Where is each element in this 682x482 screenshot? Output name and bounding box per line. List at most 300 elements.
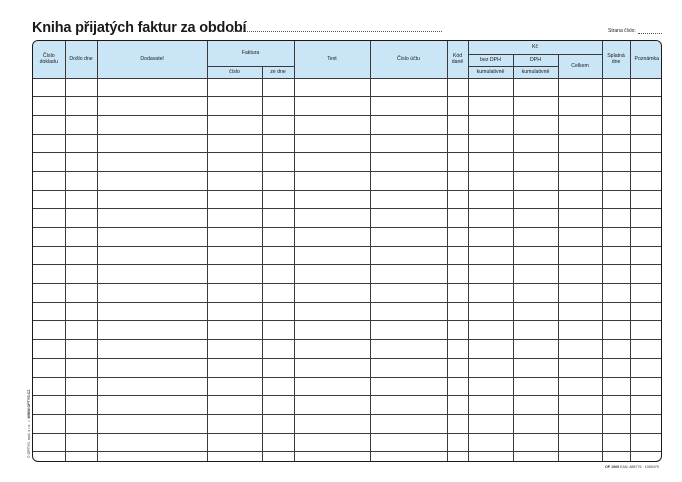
ledger-row	[33, 134, 662, 153]
ledger-cell[interactable]	[558, 340, 602, 359]
ledger-cell[interactable]	[513, 209, 558, 228]
ledger-cell[interactable]	[97, 340, 207, 359]
ledger-cell[interactable]	[370, 153, 447, 172]
ledger-cell[interactable]	[370, 433, 447, 452]
ledger-cell[interactable]	[207, 396, 262, 415]
ledger-cell[interactable]	[468, 321, 513, 340]
ledger-cell[interactable]	[65, 377, 97, 396]
ledger-cell[interactable]	[97, 284, 207, 303]
ledger-cell[interactable]	[630, 209, 662, 228]
ledger-cell[interactable]	[468, 190, 513, 209]
ledger-cell[interactable]	[630, 190, 662, 209]
ledger-cell[interactable]	[65, 246, 97, 265]
ledger-cell[interactable]	[447, 377, 468, 396]
ledger-cell[interactable]	[468, 78, 513, 97]
ledger-cell[interactable]	[370, 302, 447, 321]
ledger-cell[interactable]	[602, 452, 630, 462]
ledger-cell[interactable]	[97, 153, 207, 172]
ledger-cell[interactable]	[630, 265, 662, 284]
ledger-cell[interactable]	[207, 377, 262, 396]
ledger-cell[interactable]	[468, 414, 513, 433]
ledger-cell[interactable]	[65, 265, 97, 284]
ledger-cell[interactable]	[630, 321, 662, 340]
ledger-cell[interactable]	[294, 284, 370, 303]
header-cislo-uctu: Číslo účtu	[370, 41, 447, 78]
ledger-cell[interactable]	[262, 452, 294, 462]
ledger-cell[interactable]	[447, 284, 468, 303]
ledger-cell[interactable]	[97, 265, 207, 284]
ledger-cell[interactable]	[33, 377, 65, 396]
ledger-cell[interactable]	[468, 377, 513, 396]
ledger-cell[interactable]	[447, 340, 468, 359]
ledger-row	[33, 228, 662, 247]
ledger-cell[interactable]	[262, 265, 294, 284]
ledger-cell[interactable]	[294, 452, 370, 462]
ledger-cell[interactable]	[630, 433, 662, 452]
ledger-cell[interactable]	[207, 209, 262, 228]
ledger-cell[interactable]	[513, 134, 558, 153]
ledger-cell[interactable]	[65, 433, 97, 452]
ledger-cell[interactable]	[294, 265, 370, 284]
ledger-cell[interactable]	[33, 134, 65, 153]
ledger-cell[interactable]	[294, 246, 370, 265]
ledger-cell[interactable]	[630, 452, 662, 462]
ledger-cell[interactable]	[65, 190, 97, 209]
ledger-cell[interactable]	[513, 190, 558, 209]
ledger-cell[interactable]	[33, 284, 65, 303]
ledger-cell[interactable]	[447, 190, 468, 209]
ledger-cell[interactable]	[602, 358, 630, 377]
ledger-cell[interactable]	[207, 228, 262, 247]
ledger-cell[interactable]	[262, 340, 294, 359]
ledger-cell[interactable]	[602, 284, 630, 303]
ledger-cell[interactable]	[65, 340, 97, 359]
header-kumulativne-dph: kumulativně	[513, 66, 558, 78]
ledger-cell[interactable]	[262, 246, 294, 265]
ledger-cell[interactable]	[294, 78, 370, 97]
ledger-cell[interactable]	[97, 115, 207, 134]
ledger-cell[interactable]	[65, 228, 97, 247]
ledger-cell[interactable]	[370, 340, 447, 359]
ledger-cell[interactable]	[262, 134, 294, 153]
ledger-row	[33, 190, 662, 209]
ledger-cell[interactable]	[262, 190, 294, 209]
ledger-cell[interactable]	[468, 265, 513, 284]
ledger-cell[interactable]	[468, 209, 513, 228]
ledger-cell[interactable]	[602, 115, 630, 134]
ledger-cell[interactable]	[370, 396, 447, 415]
ledger-cell[interactable]	[630, 358, 662, 377]
header-doslo-dne: Došlo dne	[65, 41, 97, 78]
ledger-cell[interactable]	[97, 97, 207, 116]
ledger-cell[interactable]	[513, 321, 558, 340]
ledger-cell[interactable]	[370, 321, 447, 340]
ledger-cell[interactable]	[370, 78, 447, 97]
ledger-cell[interactable]	[447, 97, 468, 116]
ledger-cell[interactable]	[65, 452, 97, 462]
page-number-label: Strana číslo:	[608, 28, 636, 34]
ledger-cell[interactable]	[602, 228, 630, 247]
ledger-cell[interactable]	[447, 171, 468, 190]
ledger-cell[interactable]	[33, 209, 65, 228]
ledger-cell[interactable]	[262, 209, 294, 228]
ledger-cell[interactable]	[630, 414, 662, 433]
ledger-cell[interactable]	[262, 78, 294, 97]
ledger-cell[interactable]	[513, 153, 558, 172]
ledger-cell[interactable]	[513, 452, 558, 462]
ledger-cell[interactable]	[447, 302, 468, 321]
ledger-cell[interactable]	[468, 302, 513, 321]
ledger-cell[interactable]	[207, 321, 262, 340]
ledger-cell[interactable]	[513, 377, 558, 396]
ledger-cell[interactable]	[294, 358, 370, 377]
ledger-cell[interactable]	[207, 153, 262, 172]
ledger-cell[interactable]	[97, 209, 207, 228]
ledger-cell[interactable]	[33, 190, 65, 209]
ledger-cell[interactable]	[558, 265, 602, 284]
ledger-cell[interactable]	[33, 433, 65, 452]
ledger-cell[interactable]	[513, 265, 558, 284]
ledger-cell[interactable]	[65, 321, 97, 340]
ledger-cell[interactable]	[33, 171, 65, 190]
ledger-cell[interactable]	[513, 302, 558, 321]
ledger-row	[33, 171, 662, 190]
header-splatna-dne: Splatná dne	[602, 41, 630, 78]
ledger-cell[interactable]	[602, 134, 630, 153]
ledger-cell[interactable]	[468, 246, 513, 265]
ledger-cell[interactable]	[370, 377, 447, 396]
ledger-cell[interactable]	[602, 433, 630, 452]
header-dph: DPH	[513, 54, 558, 66]
ledger-cell[interactable]	[370, 115, 447, 134]
ledger-cell[interactable]	[97, 433, 207, 452]
ledger-cell[interactable]	[294, 414, 370, 433]
ledger-cell[interactable]	[558, 284, 602, 303]
ledger-cell[interactable]	[513, 414, 558, 433]
ledger-cell[interactable]	[558, 321, 602, 340]
ledger-cell[interactable]	[630, 153, 662, 172]
ledger-cell[interactable]	[630, 97, 662, 116]
ledger-cell[interactable]	[630, 78, 662, 97]
ledger-cell[interactable]	[513, 433, 558, 452]
ledger-cell[interactable]	[558, 97, 602, 116]
ledger-cell[interactable]	[602, 190, 630, 209]
ledger-cell[interactable]	[65, 171, 97, 190]
ledger-cell[interactable]	[468, 228, 513, 247]
ledger-row	[33, 265, 662, 284]
ledger-cell[interactable]	[294, 134, 370, 153]
ledger-cell[interactable]	[558, 209, 602, 228]
period-dotted-line	[228, 31, 442, 32]
ledger-cell[interactable]	[447, 209, 468, 228]
ledger-cell[interactable]	[65, 115, 97, 134]
ledger-cell[interactable]	[630, 134, 662, 153]
ledger-cell[interactable]	[262, 284, 294, 303]
ledger-cell[interactable]	[294, 228, 370, 247]
ledger-cell[interactable]	[33, 97, 65, 116]
ledger-cell[interactable]	[294, 153, 370, 172]
ledger-cell[interactable]	[262, 153, 294, 172]
ledger-cell[interactable]	[33, 396, 65, 415]
ledger-cell[interactable]	[447, 414, 468, 433]
ledger-cell[interactable]	[447, 321, 468, 340]
ledger-cell[interactable]	[630, 246, 662, 265]
ledger-cell[interactable]	[294, 115, 370, 134]
ledger-cell[interactable]	[630, 115, 662, 134]
ledger-cell[interactable]	[558, 246, 602, 265]
ledger-cell[interactable]	[65, 97, 97, 116]
ledger-cell[interactable]	[97, 246, 207, 265]
header-poznamka: Poznámka	[630, 41, 662, 78]
ledger-cell[interactable]	[33, 265, 65, 284]
ledger-cell[interactable]	[65, 209, 97, 228]
ledger-cell[interactable]	[602, 78, 630, 97]
ledger-cell[interactable]	[602, 414, 630, 433]
ledger-cell[interactable]	[370, 97, 447, 116]
ledger-cell[interactable]	[65, 396, 97, 415]
ledger-cell[interactable]	[468, 340, 513, 359]
ledger-cell[interactable]	[97, 452, 207, 462]
ledger-cell[interactable]	[630, 228, 662, 247]
invoice-ledger-frame	[32, 40, 662, 462]
ledger-cell[interactable]	[468, 97, 513, 116]
ledger-cell[interactable]	[630, 396, 662, 415]
form-code: OP 1069 EAN: 886776 · 1069475	[605, 465, 659, 469]
ledger-cell[interactable]	[65, 134, 97, 153]
ledger-cell[interactable]	[370, 414, 447, 433]
ledger-cell[interactable]	[262, 302, 294, 321]
ledger-cell[interactable]	[513, 171, 558, 190]
ledger-cell[interactable]	[602, 377, 630, 396]
ledger-cell[interactable]	[33, 302, 65, 321]
ledger-cell[interactable]	[207, 246, 262, 265]
ledger-cell[interactable]	[207, 452, 262, 462]
ledger-cell[interactable]	[602, 340, 630, 359]
ledger-cell[interactable]	[207, 433, 262, 452]
ledger-cell[interactable]	[558, 358, 602, 377]
ledger-cell[interactable]	[630, 377, 662, 396]
ledger-cell[interactable]	[468, 134, 513, 153]
ledger-cell[interactable]	[33, 340, 65, 359]
ledger-cell[interactable]	[558, 171, 602, 190]
ledger-cell[interactable]	[468, 358, 513, 377]
ledger-cell[interactable]	[97, 396, 207, 415]
ledger-cell[interactable]	[65, 153, 97, 172]
ledger-cell[interactable]	[447, 433, 468, 452]
ledger-cell[interactable]	[468, 284, 513, 303]
ledger-cell[interactable]	[65, 284, 97, 303]
ledger-cell[interactable]	[513, 358, 558, 377]
ledger-cell[interactable]	[207, 265, 262, 284]
ledger-cell[interactable]	[602, 321, 630, 340]
ledger-cell[interactable]	[262, 115, 294, 134]
ledger-cell[interactable]	[207, 414, 262, 433]
page-title: Kniha přijatých faktur za období	[32, 20, 247, 36]
ledger-cell[interactable]	[294, 340, 370, 359]
ledger-cell[interactable]	[630, 340, 662, 359]
ledger-cell[interactable]	[513, 340, 558, 359]
ledger-cell[interactable]	[513, 115, 558, 134]
ledger-cell[interactable]	[262, 321, 294, 340]
ledger-cell[interactable]	[262, 97, 294, 116]
ledger-cell[interactable]	[370, 228, 447, 247]
ledger-cell[interactable]	[558, 302, 602, 321]
ledger-cell[interactable]	[468, 396, 513, 415]
ledger-cell[interactable]	[262, 358, 294, 377]
ledger-cell[interactable]	[294, 97, 370, 116]
ledger-cell[interactable]	[262, 377, 294, 396]
ledger-cell[interactable]	[294, 302, 370, 321]
invoice-ledger-table	[33, 41, 662, 462]
ledger-cell[interactable]	[468, 433, 513, 452]
ledger-cell[interactable]	[97, 190, 207, 209]
ledger-cell[interactable]	[602, 246, 630, 265]
ledger-cell[interactable]	[262, 228, 294, 247]
ledger-cell[interactable]	[447, 153, 468, 172]
ledger-row	[33, 433, 662, 452]
ledger-cell[interactable]	[630, 171, 662, 190]
ledger-cell[interactable]	[513, 97, 558, 116]
ledger-cell[interactable]	[630, 284, 662, 303]
ledger-cell[interactable]	[97, 302, 207, 321]
ledger-cell[interactable]	[294, 171, 370, 190]
ledger-cell[interactable]	[207, 302, 262, 321]
ledger-cell[interactable]	[207, 134, 262, 153]
ledger-cell[interactable]	[262, 396, 294, 415]
ledger-cell[interactable]	[447, 452, 468, 462]
ledger-cell[interactable]	[97, 414, 207, 433]
ledger-cell[interactable]	[558, 433, 602, 452]
ledger-cell[interactable]	[558, 228, 602, 247]
ledger-cell[interactable]	[447, 246, 468, 265]
ledger-cell[interactable]	[602, 153, 630, 172]
ledger-cell[interactable]	[33, 115, 65, 134]
ledger-cell[interactable]	[207, 340, 262, 359]
ledger-cell[interactable]	[294, 190, 370, 209]
ledger-cell[interactable]	[97, 134, 207, 153]
ledger-cell[interactable]	[513, 396, 558, 415]
ledger-cell[interactable]	[370, 171, 447, 190]
ledger-cell[interactable]	[262, 414, 294, 433]
ledger-cell[interactable]	[370, 284, 447, 303]
ledger-cell[interactable]	[447, 265, 468, 284]
ledger-cell[interactable]	[207, 97, 262, 116]
ledger-cell[interactable]	[602, 209, 630, 228]
ledger-cell[interactable]	[33, 228, 65, 247]
ledger-cell[interactable]	[468, 452, 513, 462]
header-kc: Kč	[468, 41, 602, 54]
ledger-cell[interactable]	[602, 265, 630, 284]
ledger-row	[33, 209, 662, 228]
ledger-cell[interactable]	[370, 265, 447, 284]
ledger-cell[interactable]	[630, 302, 662, 321]
ledger-cell[interactable]	[513, 228, 558, 247]
ledger-cell[interactable]	[207, 190, 262, 209]
ledger-cell[interactable]	[33, 452, 65, 462]
ledger-cell[interactable]	[207, 358, 262, 377]
ledger-cell[interactable]	[558, 134, 602, 153]
ledger-row	[33, 246, 662, 265]
ledger-cell[interactable]	[294, 321, 370, 340]
ledger-cell[interactable]	[262, 171, 294, 190]
ledger-cell[interactable]	[513, 284, 558, 303]
ledger-cell[interactable]	[558, 190, 602, 209]
ledger-cell[interactable]	[97, 321, 207, 340]
ledger-cell[interactable]	[33, 358, 65, 377]
ledger-cell[interactable]	[370, 190, 447, 209]
ledger-cell[interactable]	[558, 78, 602, 97]
ledger-cell[interactable]	[370, 134, 447, 153]
ledger-cell[interactable]	[262, 433, 294, 452]
ledger-cell[interactable]	[468, 171, 513, 190]
ledger-cell[interactable]	[97, 228, 207, 247]
ledger-cell[interactable]	[602, 97, 630, 116]
ledger-row	[33, 153, 662, 172]
ledger-cell[interactable]	[370, 358, 447, 377]
ledger-cell[interactable]	[447, 134, 468, 153]
ledger-cell[interactable]	[65, 302, 97, 321]
ledger-row	[33, 115, 662, 134]
ledger-cell[interactable]	[65, 414, 97, 433]
ledger-cell[interactable]	[294, 396, 370, 415]
ledger-cell[interactable]	[447, 396, 468, 415]
ledger-cell[interactable]	[513, 78, 558, 97]
ledger-row	[33, 340, 662, 359]
ledger-cell[interactable]	[294, 377, 370, 396]
ledger-cell[interactable]	[207, 115, 262, 134]
ledger-cell[interactable]	[294, 433, 370, 452]
ledger-cell[interactable]	[207, 171, 262, 190]
ledger-cell[interactable]	[558, 396, 602, 415]
ledger-cell[interactable]	[558, 452, 602, 462]
ledger-cell[interactable]	[602, 396, 630, 415]
ledger-cell[interactable]	[65, 78, 97, 97]
ledger-cell[interactable]	[33, 246, 65, 265]
ledger-cell[interactable]	[447, 78, 468, 97]
ledger-cell[interactable]	[513, 246, 558, 265]
ledger-cell[interactable]	[447, 115, 468, 134]
ledger-cell[interactable]	[65, 358, 97, 377]
ledger-cell[interactable]	[468, 153, 513, 172]
ledger-cell[interactable]	[207, 78, 262, 97]
ledger-cell[interactable]	[370, 246, 447, 265]
ledger-cell[interactable]	[97, 358, 207, 377]
ledger-cell[interactable]	[207, 284, 262, 303]
ledger-cell[interactable]	[468, 115, 513, 134]
ledger-cell[interactable]	[97, 377, 207, 396]
ledger-cell[interactable]	[447, 228, 468, 247]
ledger-cell[interactable]	[370, 452, 447, 462]
ledger-cell[interactable]	[33, 78, 65, 97]
ledger-cell[interactable]	[558, 377, 602, 396]
ledger-cell[interactable]	[602, 302, 630, 321]
ledger-cell[interactable]	[294, 209, 370, 228]
ledger-cell[interactable]	[33, 321, 65, 340]
ledger-cell[interactable]	[602, 171, 630, 190]
ledger-cell[interactable]	[370, 209, 447, 228]
ledger-cell[interactable]	[558, 115, 602, 134]
ledger-cell[interactable]	[97, 171, 207, 190]
ledger-row	[33, 414, 662, 433]
ledger-body	[33, 78, 662, 462]
ledger-cell[interactable]	[558, 153, 602, 172]
ledger-cell[interactable]	[33, 414, 65, 433]
ledger-cell[interactable]	[447, 358, 468, 377]
ledger-cell[interactable]	[33, 153, 65, 172]
ledger-cell[interactable]	[97, 78, 207, 97]
ledger-row	[33, 284, 662, 303]
ledger-cell[interactable]	[558, 414, 602, 433]
